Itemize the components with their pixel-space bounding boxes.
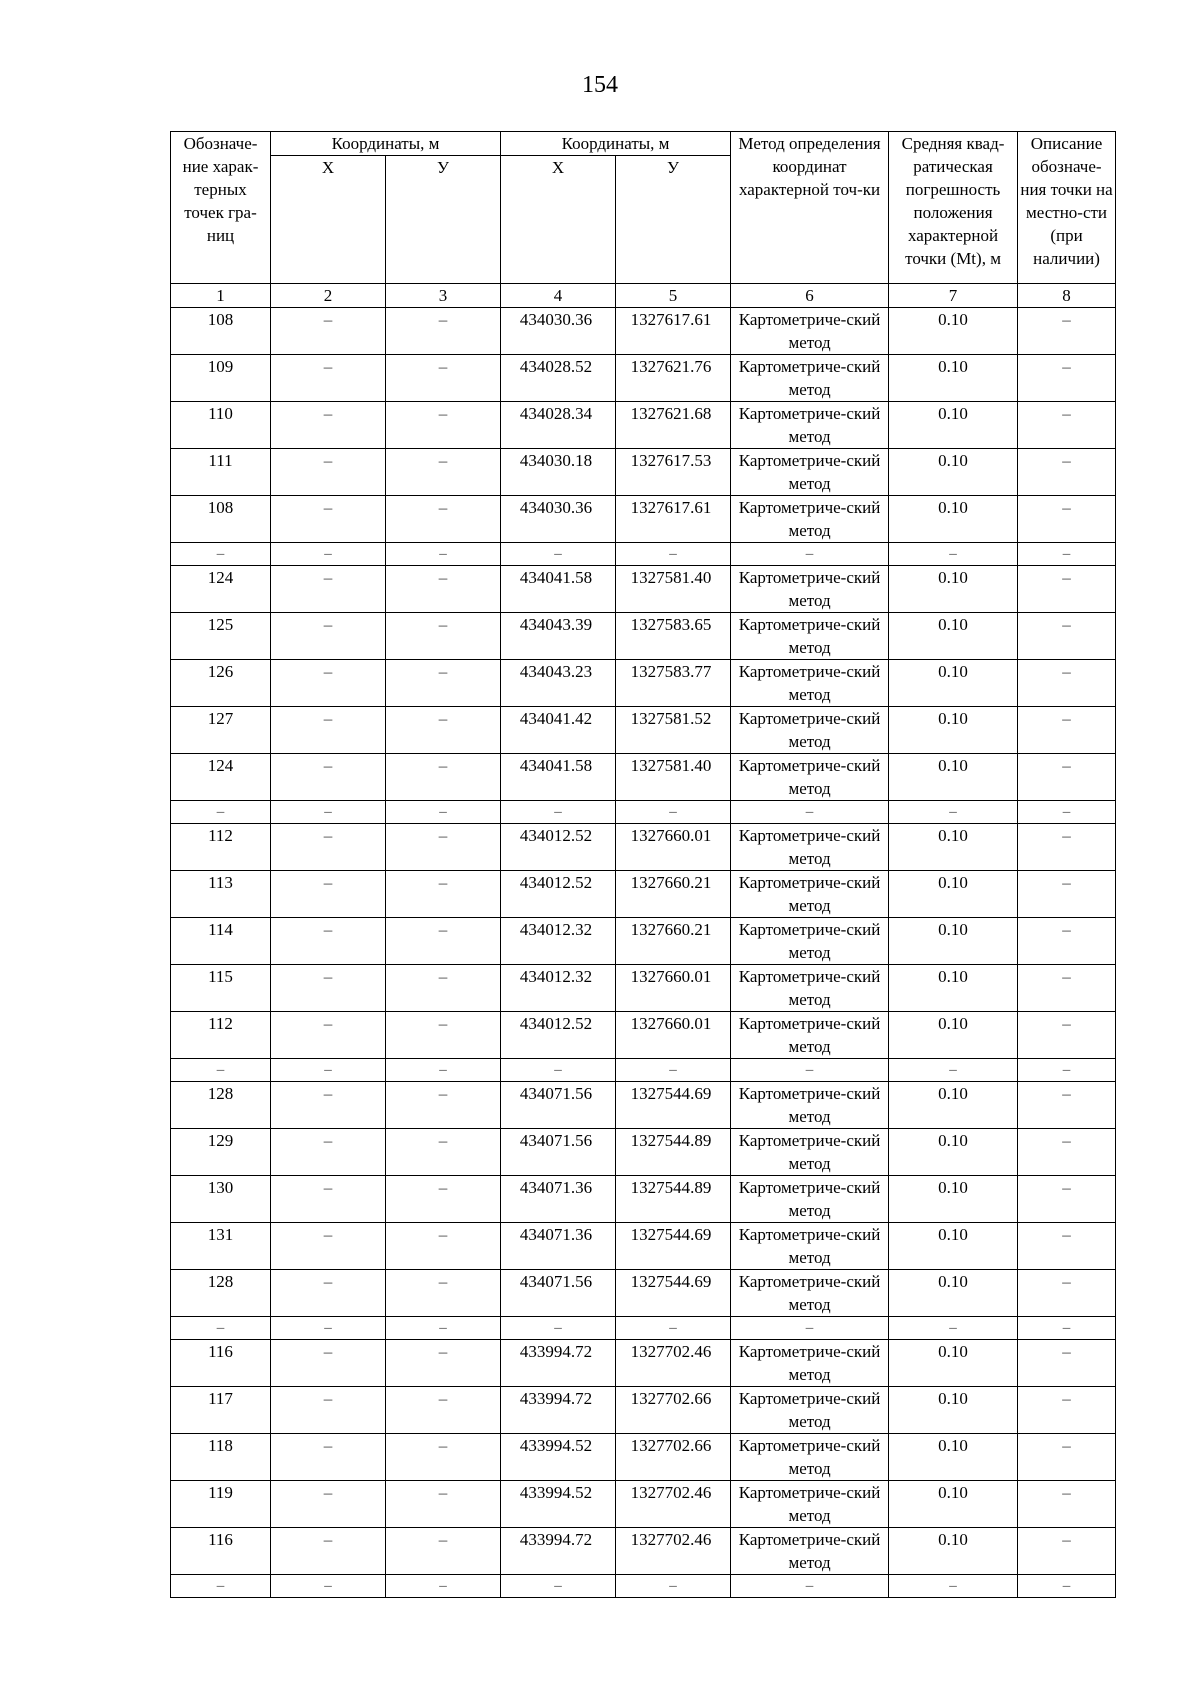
separator-row bbox=[171, 1059, 1116, 1082]
table-row bbox=[171, 918, 1116, 965]
description-cell: – bbox=[1018, 965, 1116, 1012]
method-cell: Картометриче-ский метод bbox=[731, 824, 889, 871]
point-id-cell: 112 bbox=[171, 1012, 271, 1059]
point-id-cell: 118 bbox=[171, 1434, 271, 1481]
separator-cell: – bbox=[1018, 1059, 1116, 1082]
y-coord-cell: 1327617.61 bbox=[616, 496, 731, 543]
x-cell: – bbox=[271, 1434, 386, 1481]
separator-cell: – bbox=[271, 801, 386, 824]
page-number: 154 bbox=[582, 72, 618, 98]
column-numbers-row bbox=[171, 284, 1116, 308]
separator-cell: – bbox=[1018, 801, 1116, 824]
separator-cell: – bbox=[501, 1575, 616, 1598]
y-coord-cell: 1327544.69 bbox=[616, 1270, 731, 1317]
column-number: 8 bbox=[1018, 284, 1116, 308]
x-cell: – bbox=[271, 449, 386, 496]
table-row bbox=[171, 308, 1116, 355]
description-cell: – bbox=[1018, 1481, 1116, 1528]
x-cell: – bbox=[271, 1270, 386, 1317]
point-id-cell: 108 bbox=[171, 308, 271, 355]
y-cell: – bbox=[386, 566, 501, 613]
separator-cell: – bbox=[501, 543, 616, 566]
separator-cell: – bbox=[271, 543, 386, 566]
y-coord-cell: 1327544.89 bbox=[616, 1176, 731, 1223]
method-cell: Картометриче-ский метод bbox=[731, 1082, 889, 1129]
error-cell: 0.10 bbox=[889, 1270, 1018, 1317]
separator-cell: – bbox=[616, 1059, 731, 1082]
method-cell: Картометриче-ский метод bbox=[731, 1434, 889, 1481]
error-cell: 0.10 bbox=[889, 1387, 1018, 1434]
y-coord-cell: 1327617.61 bbox=[616, 308, 731, 355]
point-id-cell: 130 bbox=[171, 1176, 271, 1223]
x-coord-cell: 434071.36 bbox=[501, 1223, 616, 1270]
x-coord-cell: 434012.32 bbox=[501, 918, 616, 965]
separator-cell: – bbox=[171, 1575, 271, 1598]
x-coord-cell: 434028.34 bbox=[501, 402, 616, 449]
method-cell: Картометриче-ский метод bbox=[731, 1528, 889, 1575]
point-id-cell: 131 bbox=[171, 1223, 271, 1270]
error-cell: 0.10 bbox=[889, 660, 1018, 707]
separator-cell: – bbox=[731, 1059, 889, 1082]
method-cell: Картометриче-ский метод bbox=[731, 918, 889, 965]
y-cell: – bbox=[386, 918, 501, 965]
table-row bbox=[171, 1434, 1116, 1481]
description-cell: – bbox=[1018, 707, 1116, 754]
x-coord-cell: 433994.72 bbox=[501, 1340, 616, 1387]
point-id-cell: 125 bbox=[171, 613, 271, 660]
description-cell: – bbox=[1018, 1434, 1116, 1481]
separator-cell: – bbox=[386, 1575, 501, 1598]
separator-cell: – bbox=[386, 1317, 501, 1340]
separator-cell: – bbox=[1018, 1317, 1116, 1340]
error-cell: 0.10 bbox=[889, 965, 1018, 1012]
error-cell: 0.10 bbox=[889, 1129, 1018, 1176]
separator-cell: – bbox=[171, 801, 271, 824]
separator-cell: – bbox=[1018, 543, 1116, 566]
separator-cell: – bbox=[616, 1317, 731, 1340]
column-number: 3 bbox=[386, 284, 501, 308]
x-cell: – bbox=[271, 1176, 386, 1223]
point-id-cell: 113 bbox=[171, 871, 271, 918]
error-cell: 0.10 bbox=[889, 308, 1018, 355]
separator-row bbox=[171, 1317, 1116, 1340]
table-row bbox=[171, 707, 1116, 754]
table-row bbox=[171, 1481, 1116, 1528]
y-cell: – bbox=[386, 1387, 501, 1434]
x-cell: – bbox=[271, 707, 386, 754]
error-cell: 0.10 bbox=[889, 496, 1018, 543]
method-cell: Картометриче-ский метод bbox=[731, 1340, 889, 1387]
point-id-cell: 124 bbox=[171, 754, 271, 801]
header-y-a: У bbox=[386, 156, 501, 284]
x-cell: – bbox=[271, 754, 386, 801]
header-designation: Обозначе-ние харак-терных точек гра-ниц bbox=[171, 132, 271, 284]
error-cell: 0.10 bbox=[889, 1223, 1018, 1270]
x-cell: – bbox=[271, 871, 386, 918]
error-cell: 0.10 bbox=[889, 754, 1018, 801]
y-coord-cell: 1327544.69 bbox=[616, 1223, 731, 1270]
table-row bbox=[171, 613, 1116, 660]
y-cell: – bbox=[386, 355, 501, 402]
y-coord-cell: 1327702.46 bbox=[616, 1528, 731, 1575]
x-cell: – bbox=[271, 355, 386, 402]
method-cell: Картометриче-ский метод bbox=[731, 566, 889, 613]
x-coord-cell: 434030.36 bbox=[501, 308, 616, 355]
x-coord-cell: 434012.52 bbox=[501, 871, 616, 918]
y-coord-cell: 1327660.01 bbox=[616, 824, 731, 871]
method-cell: Картометриче-ский метод bbox=[731, 1270, 889, 1317]
y-cell: – bbox=[386, 824, 501, 871]
column-number: 2 bbox=[271, 284, 386, 308]
method-cell: Картометриче-ский метод bbox=[731, 1012, 889, 1059]
separator-cell: – bbox=[386, 801, 501, 824]
error-cell: 0.10 bbox=[889, 355, 1018, 402]
header-x-a: Х bbox=[271, 156, 386, 284]
description-cell: – bbox=[1018, 660, 1116, 707]
header-coords-group-b: Координаты, м bbox=[501, 132, 731, 156]
x-cell: – bbox=[271, 566, 386, 613]
method-cell: Картометриче-ский метод bbox=[731, 496, 889, 543]
error-cell: 0.10 bbox=[889, 707, 1018, 754]
x-cell: – bbox=[271, 824, 386, 871]
table-row bbox=[171, 965, 1116, 1012]
error-cell: 0.10 bbox=[889, 402, 1018, 449]
description-cell: – bbox=[1018, 566, 1116, 613]
separator-row bbox=[171, 801, 1116, 824]
y-cell: – bbox=[386, 1176, 501, 1223]
table-row bbox=[171, 1176, 1116, 1223]
x-cell: – bbox=[271, 1340, 386, 1387]
x-coord-cell: 433994.72 bbox=[501, 1528, 616, 1575]
y-coord-cell: 1327702.66 bbox=[616, 1387, 731, 1434]
method-cell: Картометриче-ский метод bbox=[731, 449, 889, 496]
header-row-top bbox=[171, 132, 1116, 156]
error-cell: 0.10 bbox=[889, 918, 1018, 965]
separator-cell: – bbox=[889, 1317, 1018, 1340]
method-cell: Картометриче-ский метод bbox=[731, 1481, 889, 1528]
header-error: Средняя квад-ратическая погрешность положения характерной точки (Mt), м bbox=[889, 132, 1018, 284]
y-coord-cell: 1327583.65 bbox=[616, 613, 731, 660]
y-coord-cell: 1327544.69 bbox=[616, 1082, 731, 1129]
y-cell: – bbox=[386, 613, 501, 660]
header-coords-group-a: Координаты, м bbox=[271, 132, 501, 156]
description-cell: – bbox=[1018, 1082, 1116, 1129]
separator-cell: – bbox=[889, 1059, 1018, 1082]
method-cell: Картометриче-ский метод bbox=[731, 1223, 889, 1270]
description-cell: – bbox=[1018, 1340, 1116, 1387]
point-id-cell: 114 bbox=[171, 918, 271, 965]
separator-cell: – bbox=[501, 1317, 616, 1340]
method-cell: Картометриче-ский метод bbox=[731, 1387, 889, 1434]
column-number: 4 bbox=[501, 284, 616, 308]
x-cell: – bbox=[271, 1387, 386, 1434]
header-description: Описание обозначе-ния точки на местно-сти (при наличии) bbox=[1018, 132, 1116, 284]
y-coord-cell: 1327702.46 bbox=[616, 1340, 731, 1387]
description-cell: – bbox=[1018, 1129, 1116, 1176]
y-cell: – bbox=[386, 1481, 501, 1528]
y-coord-cell: 1327544.89 bbox=[616, 1129, 731, 1176]
x-coord-cell: 434041.58 bbox=[501, 566, 616, 613]
y-cell: – bbox=[386, 707, 501, 754]
table-row bbox=[171, 754, 1116, 801]
point-id-cell: 115 bbox=[171, 965, 271, 1012]
point-id-cell: 119 bbox=[171, 1481, 271, 1528]
y-cell: – bbox=[386, 660, 501, 707]
y-coord-cell: 1327621.68 bbox=[616, 402, 731, 449]
x-coord-cell: 434012.52 bbox=[501, 824, 616, 871]
table-row bbox=[171, 1129, 1116, 1176]
y-cell: – bbox=[386, 1528, 501, 1575]
y-cell: – bbox=[386, 449, 501, 496]
error-cell: 0.10 bbox=[889, 871, 1018, 918]
y-cell: – bbox=[386, 308, 501, 355]
point-id-cell: 126 bbox=[171, 660, 271, 707]
x-cell: – bbox=[271, 660, 386, 707]
y-cell: – bbox=[386, 871, 501, 918]
point-id-cell: 128 bbox=[171, 1082, 271, 1129]
x-coord-cell: 434071.56 bbox=[501, 1082, 616, 1129]
y-cell: – bbox=[386, 1434, 501, 1481]
separator-cell: – bbox=[386, 1059, 501, 1082]
y-coord-cell: 1327702.66 bbox=[616, 1434, 731, 1481]
error-cell: 0.10 bbox=[889, 1176, 1018, 1223]
error-cell: 0.10 bbox=[889, 1481, 1018, 1528]
x-cell: – bbox=[271, 1129, 386, 1176]
separator-cell: – bbox=[889, 801, 1018, 824]
error-cell: 0.10 bbox=[889, 566, 1018, 613]
x-coord-cell: 433994.52 bbox=[501, 1481, 616, 1528]
x-cell: – bbox=[271, 1082, 386, 1129]
method-cell: Картометриче-ский метод bbox=[731, 1129, 889, 1176]
table-row bbox=[171, 1340, 1116, 1387]
x-cell: – bbox=[271, 1481, 386, 1528]
column-number: 6 bbox=[731, 284, 889, 308]
point-id-cell: 124 bbox=[171, 566, 271, 613]
method-cell: Картометриче-ский метод bbox=[731, 613, 889, 660]
separator-cell: – bbox=[731, 1575, 889, 1598]
separator-row bbox=[171, 1575, 1116, 1598]
x-coord-cell: 434030.18 bbox=[501, 449, 616, 496]
separator-cell: – bbox=[616, 801, 731, 824]
x-cell: – bbox=[271, 1528, 386, 1575]
x-coord-cell: 434071.56 bbox=[501, 1129, 616, 1176]
description-cell: – bbox=[1018, 1528, 1116, 1575]
x-coord-cell: 434071.36 bbox=[501, 1176, 616, 1223]
error-cell: 0.10 bbox=[889, 1340, 1018, 1387]
separator-cell: – bbox=[271, 1317, 386, 1340]
x-cell: – bbox=[271, 496, 386, 543]
description-cell: – bbox=[1018, 402, 1116, 449]
error-cell: 0.10 bbox=[889, 824, 1018, 871]
y-coord-cell: 1327617.53 bbox=[616, 449, 731, 496]
description-cell: – bbox=[1018, 496, 1116, 543]
point-id-cell: 111 bbox=[171, 449, 271, 496]
y-cell: – bbox=[386, 496, 501, 543]
point-id-cell: 128 bbox=[171, 1270, 271, 1317]
column-number: 7 bbox=[889, 284, 1018, 308]
separator-cell: – bbox=[501, 1059, 616, 1082]
table-row bbox=[171, 355, 1116, 402]
header-method: Метод определения координат характерной точ-ки bbox=[731, 132, 889, 284]
boundary-points-table bbox=[170, 131, 1116, 1598]
method-cell: Картометриче-ский метод bbox=[731, 1176, 889, 1223]
error-cell: 0.10 bbox=[889, 1434, 1018, 1481]
y-cell: – bbox=[386, 402, 501, 449]
separator-cell: – bbox=[501, 801, 616, 824]
method-cell: Картометриче-ский метод bbox=[731, 355, 889, 402]
method-cell: Картометриче-ский метод bbox=[731, 871, 889, 918]
separator-cell: – bbox=[616, 1575, 731, 1598]
point-id-cell: 116 bbox=[171, 1340, 271, 1387]
table-row bbox=[171, 660, 1116, 707]
error-cell: 0.10 bbox=[889, 1012, 1018, 1059]
description-cell: – bbox=[1018, 355, 1116, 402]
x-coord-cell: 434012.52 bbox=[501, 1012, 616, 1059]
point-id-cell: 127 bbox=[171, 707, 271, 754]
method-cell: Картометриче-ский метод bbox=[731, 308, 889, 355]
error-cell: 0.10 bbox=[889, 613, 1018, 660]
x-coord-cell: 434043.23 bbox=[501, 660, 616, 707]
separator-row bbox=[171, 543, 1116, 566]
method-cell: Картометриче-ский метод bbox=[731, 754, 889, 801]
x-coord-cell: 434030.36 bbox=[501, 496, 616, 543]
y-cell: – bbox=[386, 1129, 501, 1176]
separator-cell: – bbox=[731, 543, 889, 566]
x-cell: – bbox=[271, 308, 386, 355]
point-id-cell: 117 bbox=[171, 1387, 271, 1434]
separator-cell: – bbox=[731, 801, 889, 824]
y-coord-cell: 1327581.40 bbox=[616, 566, 731, 613]
table-row bbox=[171, 1387, 1116, 1434]
point-id-cell: 129 bbox=[171, 1129, 271, 1176]
description-cell: – bbox=[1018, 449, 1116, 496]
y-coord-cell: 1327581.52 bbox=[616, 707, 731, 754]
separator-cell: – bbox=[171, 543, 271, 566]
x-cell: – bbox=[271, 1223, 386, 1270]
table-row bbox=[171, 1270, 1116, 1317]
separator-cell: – bbox=[616, 543, 731, 566]
y-cell: – bbox=[386, 754, 501, 801]
table-row bbox=[171, 496, 1116, 543]
y-cell: – bbox=[386, 1082, 501, 1129]
description-cell: – bbox=[1018, 1176, 1116, 1223]
method-cell: Картометриче-ский метод bbox=[731, 660, 889, 707]
y-coord-cell: 1327621.76 bbox=[616, 355, 731, 402]
header-y-b: У bbox=[616, 156, 731, 284]
description-cell: – bbox=[1018, 613, 1116, 660]
column-number: 1 bbox=[171, 284, 271, 308]
y-coord-cell: 1327660.21 bbox=[616, 871, 731, 918]
table-row bbox=[171, 1528, 1116, 1575]
description-cell: – bbox=[1018, 754, 1116, 801]
x-cell: – bbox=[271, 402, 386, 449]
separator-cell: – bbox=[171, 1059, 271, 1082]
error-cell: 0.10 bbox=[889, 1528, 1018, 1575]
x-coord-cell: 434041.42 bbox=[501, 707, 616, 754]
error-cell: 0.10 bbox=[889, 1082, 1018, 1129]
x-coord-cell: 434028.52 bbox=[501, 355, 616, 402]
table-row bbox=[171, 824, 1116, 871]
table-body bbox=[171, 132, 1116, 1598]
separator-cell: – bbox=[171, 1317, 271, 1340]
y-cell: – bbox=[386, 1270, 501, 1317]
description-cell: – bbox=[1018, 1387, 1116, 1434]
y-cell: – bbox=[386, 965, 501, 1012]
error-cell: 0.10 bbox=[889, 449, 1018, 496]
description-cell: – bbox=[1018, 824, 1116, 871]
table-row bbox=[171, 566, 1116, 613]
x-cell: – bbox=[271, 965, 386, 1012]
y-cell: – bbox=[386, 1340, 501, 1387]
method-cell: Картометриче-ский метод bbox=[731, 707, 889, 754]
point-id-cell: 116 bbox=[171, 1528, 271, 1575]
point-id-cell: 112 bbox=[171, 824, 271, 871]
separator-cell: – bbox=[271, 1575, 386, 1598]
x-coord-cell: 434041.58 bbox=[501, 754, 616, 801]
y-coord-cell: 1327660.01 bbox=[616, 1012, 731, 1059]
x-cell: – bbox=[271, 1012, 386, 1059]
description-cell: – bbox=[1018, 308, 1116, 355]
description-cell: – bbox=[1018, 1223, 1116, 1270]
point-id-cell: 109 bbox=[171, 355, 271, 402]
separator-cell: – bbox=[889, 543, 1018, 566]
separator-cell: – bbox=[731, 1317, 889, 1340]
x-coord-cell: 434043.39 bbox=[501, 613, 616, 660]
x-cell: – bbox=[271, 918, 386, 965]
x-cell: – bbox=[271, 613, 386, 660]
y-coord-cell: 1327583.77 bbox=[616, 660, 731, 707]
y-coord-cell: 1327581.40 bbox=[616, 754, 731, 801]
x-coord-cell: 433994.52 bbox=[501, 1434, 616, 1481]
column-number: 5 bbox=[616, 284, 731, 308]
y-cell: – bbox=[386, 1012, 501, 1059]
y-coord-cell: 1327702.46 bbox=[616, 1481, 731, 1528]
separator-cell: – bbox=[271, 1059, 386, 1082]
table-row bbox=[171, 1223, 1116, 1270]
point-id-cell: 110 bbox=[171, 402, 271, 449]
table-row bbox=[171, 449, 1116, 496]
description-cell: – bbox=[1018, 871, 1116, 918]
description-cell: – bbox=[1018, 1012, 1116, 1059]
x-coord-cell: 433994.72 bbox=[501, 1387, 616, 1434]
table-row bbox=[171, 1082, 1116, 1129]
method-cell: Картометриче-ский метод bbox=[731, 965, 889, 1012]
table-row bbox=[171, 871, 1116, 918]
separator-cell: – bbox=[1018, 1575, 1116, 1598]
table-row bbox=[171, 1012, 1116, 1059]
x-coord-cell: 434012.32 bbox=[501, 965, 616, 1012]
description-cell: – bbox=[1018, 1270, 1116, 1317]
separator-cell: – bbox=[386, 543, 501, 566]
table-row bbox=[171, 402, 1116, 449]
header-x-b: Х bbox=[501, 156, 616, 284]
y-cell: – bbox=[386, 1223, 501, 1270]
x-coord-cell: 434071.56 bbox=[501, 1270, 616, 1317]
description-cell: – bbox=[1018, 918, 1116, 965]
point-id-cell: 108 bbox=[171, 496, 271, 543]
y-coord-cell: 1327660.01 bbox=[616, 965, 731, 1012]
separator-cell: – bbox=[889, 1575, 1018, 1598]
y-coord-cell: 1327660.21 bbox=[616, 918, 731, 965]
method-cell: Картометриче-ский метод bbox=[731, 402, 889, 449]
